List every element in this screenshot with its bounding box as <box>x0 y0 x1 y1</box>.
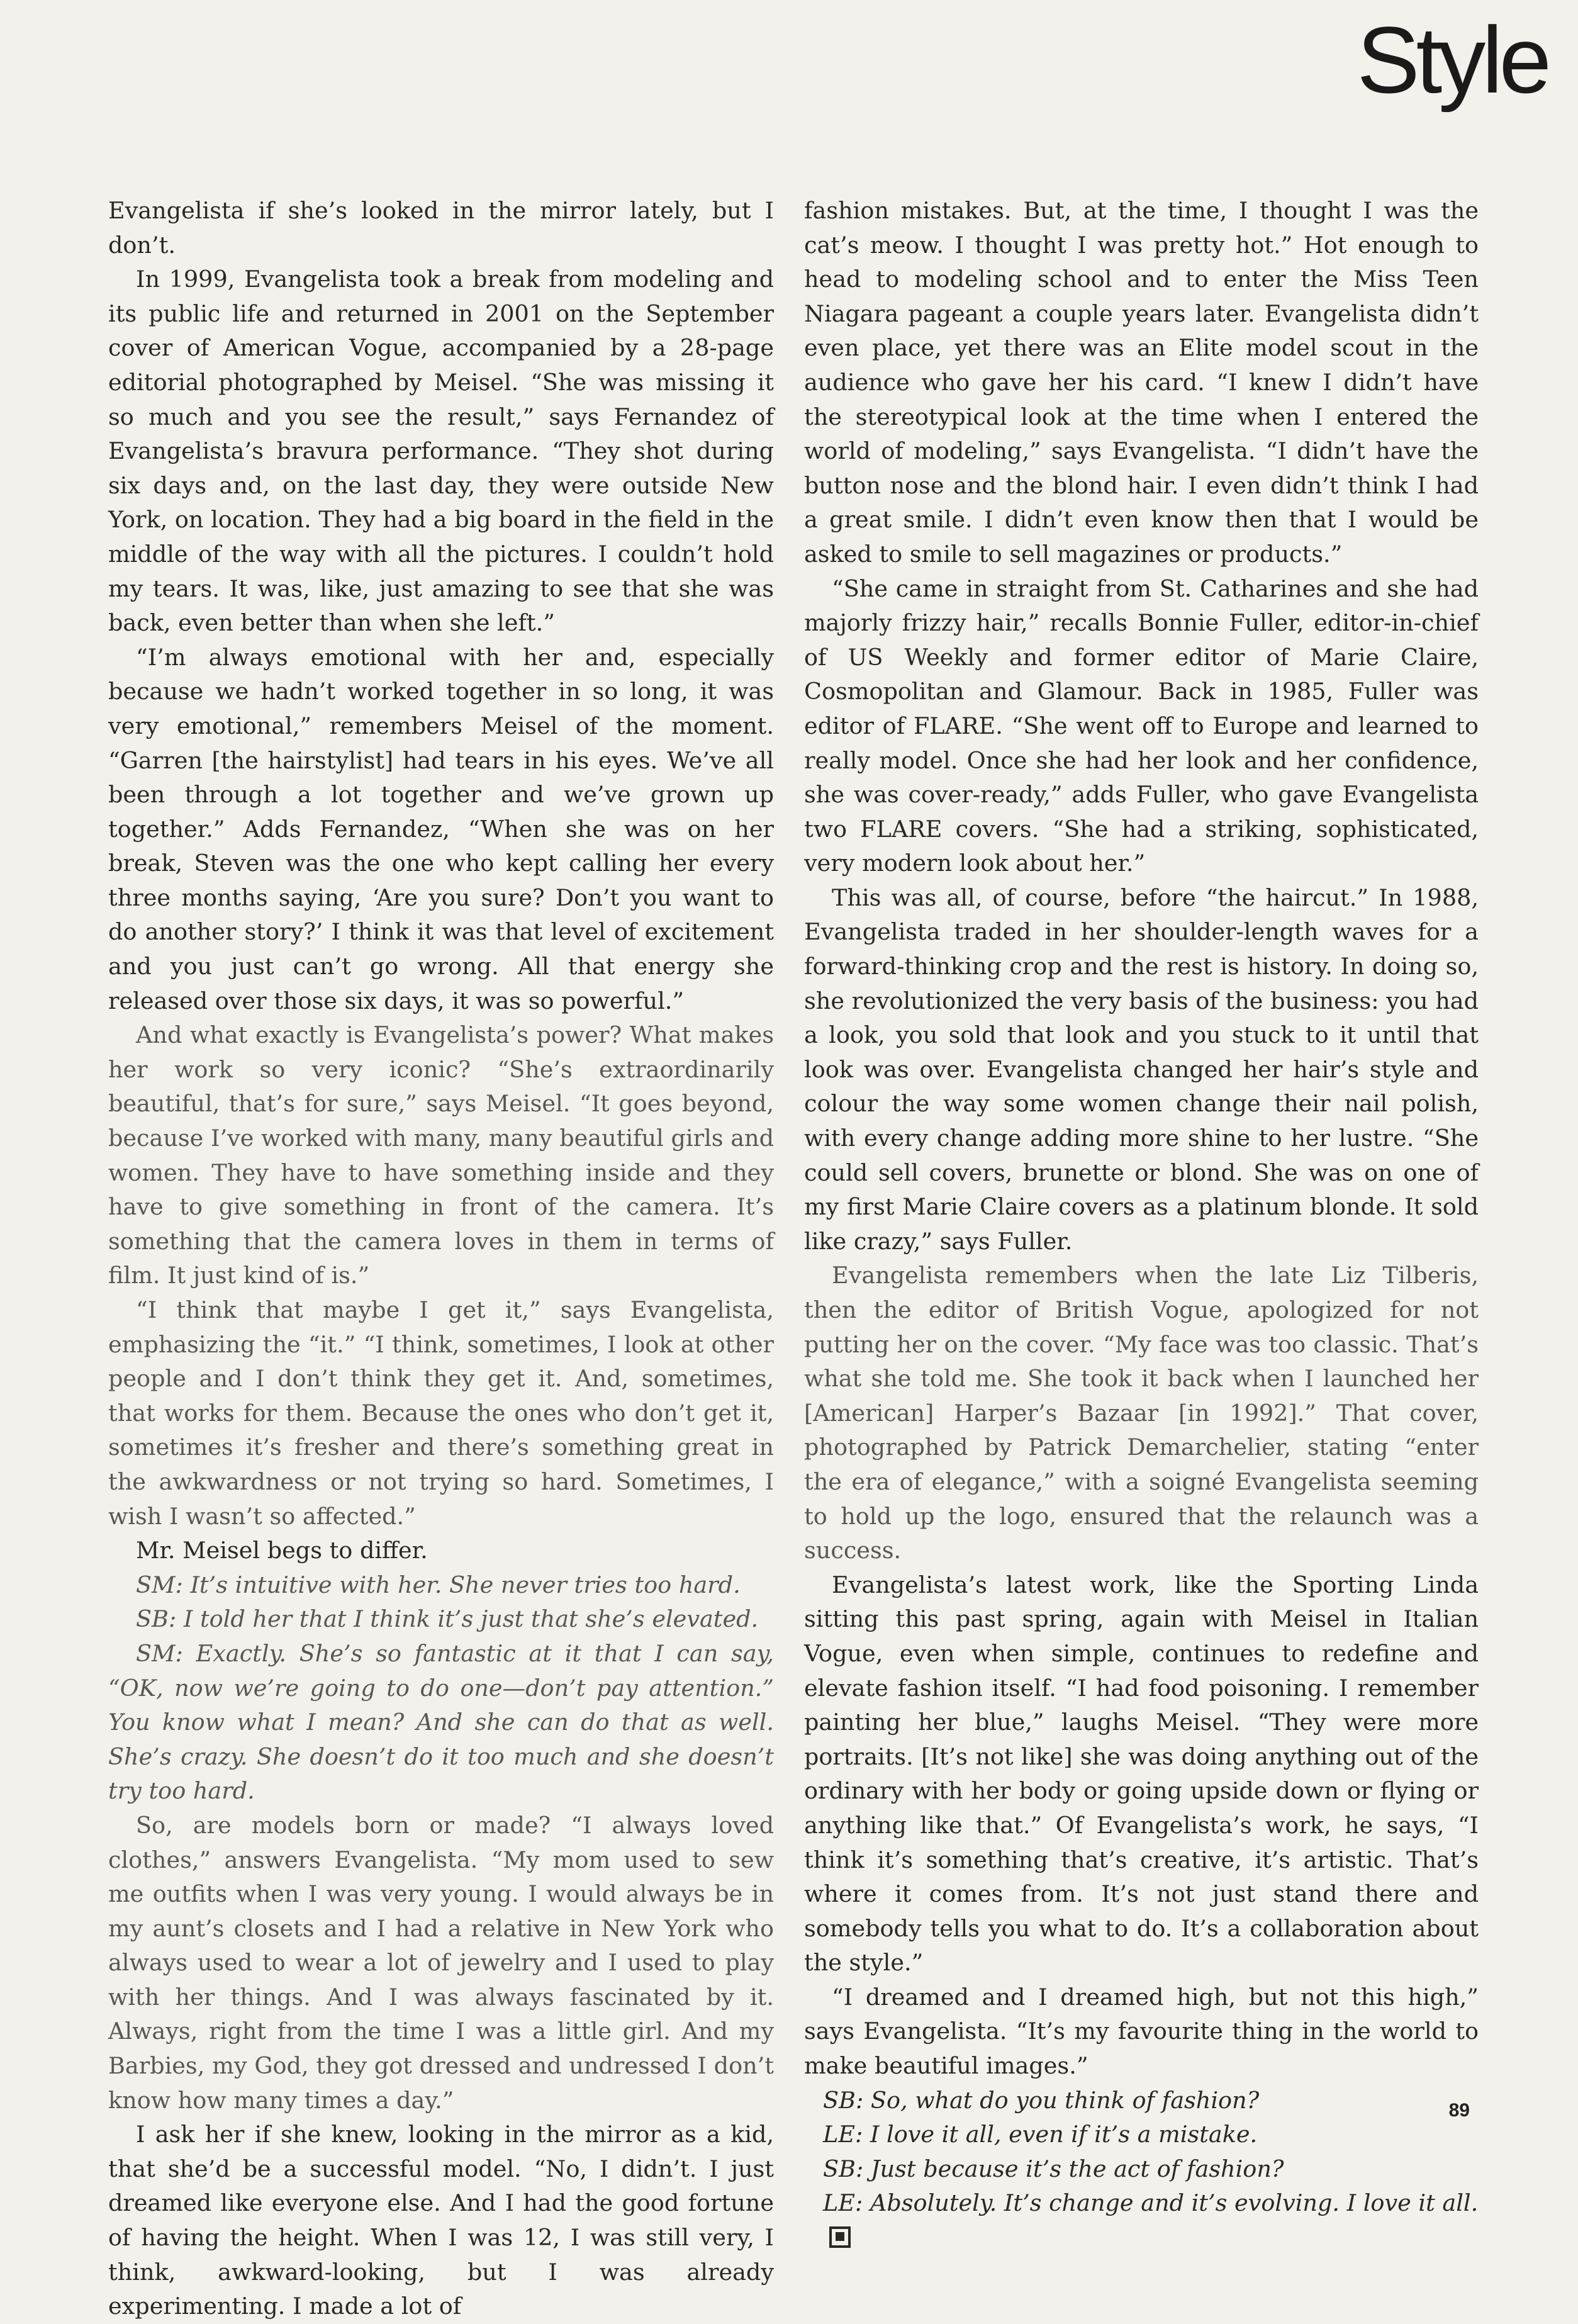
paragraph: So, are models born or made? “I always loved clothes,” answers Evangelista. “My mom used to sew me outfits when I was very young. I would always be in my aunt’s closets and I had a relative in New York who always used to wear a lot of jewelry and I used to play with her things. And I was always fascinated by it. Always, right from the time I was a little girl. And my Barbies, my God, they got dressed and undressed I don’t know how many times a day.” <box>108 1811 774 2114</box>
interview-line: SB: So, what do you think of fashion? <box>823 2086 1260 2114</box>
paragraph: This was all, of course, before “the haircut.” In 1988, Evangelista traded in her shoulder-length waves for a forward-thinking crop and the rest is history. In doing so, she revolutionized the very basis of the business: you had a look, you sold that look and you stuck to it until that look was over. Evangelista changed her hair’s style and colour the way some women change their nail polish, with every change adding more shine to her lustre. “She could sell covers, brunette or blond. She was on one of my first Marie Claire covers as a platinum blonde. It sold like crazy,” says Fuller. <box>804 884 1479 1255</box>
paragraph: Evangelista remembers when the late Liz Tilberis, then the editor of British Vogue, apologized for not putting her on the cover. “My face was too classic. That’s what she told me. She took it back when I launched her [American] Harper’s Bazaar [in 1992].” That cover, photographed by Patrick Demarchelier, stating “enter the era of elegance,” with a soigné Evangelista seeming to hold up the logo, ensured that the relaunch was a success. <box>804 1262 1479 1564</box>
paragraph: “She came in straight from St. Catharines and she had majorly frizzy hair,” recalls Bonnie Fuller, editor-in-chief of US Weekly and former editor of Marie Claire, Cosmopolitan and Glamour. Back in 1985, Fuller was editor of FLARE. “She went off to Europe and learned to really model. Once she had her look and her confidence, she was cover-ready,” adds Fuller, who gave Evangelista two FLARE covers. “She had a striking, sophisticated, very modern look about her.” <box>804 575 1479 877</box>
paragraph: “I’m always emotional with her and, especially because we hadn’t worked together in so long, it was very emotional,” remembers Meisel of the moment. “Garren [the hairstylist] had tears in his eyes. We’ve all been through a lot together and we’ve grown up together.” Adds Fernandez, “When she was on her break, Steven was the one who kept calling her every three months saying, ‘Are you sure? Don’t you want to do another story?’ I think it was that level of excitement and you just can’t go wrong. All that energy she released over those six days, it was so powerful.” <box>108 643 774 1014</box>
paragraph: “I think that maybe I get it,” says Evangelista, emphasizing the “it.” “I think, sometimes, I look at other people and I don’t think they get it. And, sometimes, that works for them. Because the ones who don’t get it, sometimes it’s fresher and there’s something great in the awkwardness or not trying so hard. Sometimes, I wish I wasn’t so affected.” <box>108 1296 774 1530</box>
paragraph: Evangelista if she’s looked in the mirror lately, but I don’t. <box>108 197 774 259</box>
paragraph: fashion mistakes. But, at the time, I thought I was the cat’s meow. I thought I was pretty hot.” Hot enough to head to modeling school and to enter the Miss Teen Niagara pageant a couple years later. Evangelista didn’t even place, yet there was an Elite model scout in the audience who gave her his card. “I knew I didn’t have the stereotypical look at the time when I entered the world of modeling,” says Evangelista. “I didn’t have the button nose and the blond hair. I even didn’t think I had a great smile. I didn’t even know then that I would be asked to smile to sell magazines or products.” <box>804 197 1479 568</box>
paragraph: Mr. Meisel begs to differ. <box>136 1537 428 1564</box>
paragraph: In 1999, Evangelista took a break from modeling and its public life and returned in 2001 on the September cover of American Vogue, accompanied by a 28-page editorial photographed by Meisel. “She was missing it so much and you see the result,” says Fernandez of Evangelista’s bravura performance. “They shot during six days and, on the last day, they were outside New York, on location. They had a big board in the field in the middle of the way with all the pictures. I couldn’t hold my tears. It was, like, just amazing to see that she was back, even better than when she left.” <box>108 266 774 637</box>
interview-line: LE: I love it all, even if it’s a mistake. <box>823 2121 1258 2148</box>
interview-line: SM: It’s intuitive with her. She never tries too hard. <box>136 1571 741 1598</box>
page-number: 89 <box>1448 2100 1470 2121</box>
interview-line: SB: I told her that I think it’s just that she’s elevated. <box>136 1605 759 1633</box>
paragraph: “I dreamed and I dreamed high, but not this high,” says Evangelista. “It’s my favourite thing in the world to make beautiful images.” <box>804 1983 1479 2080</box>
interview-line-last <box>804 2186 1479 2255</box>
article-column-left <box>108 194 774 2324</box>
end-mark-icon <box>829 2226 851 2248</box>
paragraph: Evangelista’s latest work, like the Sporting Linda sitting this past spring, again with Meisel in Italian Vogue, even when simple, continues to redefine and elevate fashion itself. “I had food poisoning. I remember painting her blue,” laughs Meisel. “They were more portraits. [It’s not like] she was doing anything out of the ordinary with her body or going upside down or flying or anything like that.” Of Evangelista’s work, he says, “I think it’s something that’s creative, it’s artistic. That’s where it comes from. It’s not just stand there and somebody tells you what to do. It’s a collaboration about the style.” <box>804 1571 1479 1977</box>
interview-line: SB: Just because it’s the act of fashion? <box>823 2155 1284 2182</box>
interview-line-text: LE: Absolutely. It’s change and it’s evolving. I love it all. <box>823 2189 1479 2217</box>
paragraph: And what exactly is Evangelista’s power? What makes her work so very iconic? “She’s extraordinarily beautiful, that’s for sure,” says Meisel. “It goes beyond, because I’ve worked with many, many beautiful girls and women. They have to have something inside and they have to give something in front of the camera. It’s something that the camera loves in them in terms of film. It just kind of is.” <box>108 1021 774 1289</box>
interview-line: SM: Exactly. She’s so fantastic at it that I can say, “OK, now we’re going to do one—don’t pay attention.” You know what I mean? And she can do that as well. She’s crazy. She doesn’t do it too much and she doesn’t try too hard. <box>108 1639 774 1805</box>
paragraph: I ask her if she knew, looking in the mirror as a kid, that she’d be a successful model. “No, I didn’t. I just dreamed like everyone else. And I had the good fortune of having the height. When I was 12, I was still very, I think, awkward-looking, but I was already experimenting. I made a lot of <box>108 2121 774 2320</box>
article-column-right <box>804 194 1479 2255</box>
section-title: Style <box>1357 7 1548 113</box>
